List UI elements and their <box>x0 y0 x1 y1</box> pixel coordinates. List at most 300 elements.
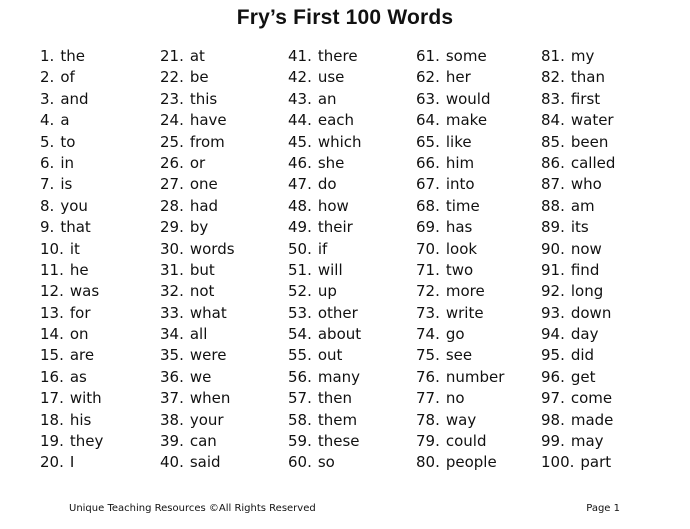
item-word: these <box>317 432 360 451</box>
item-word: am <box>570 196 595 215</box>
item-number: 67. <box>416 175 440 194</box>
item-word: as <box>69 367 87 386</box>
item-word: about <box>317 325 362 344</box>
item-number: 93. <box>541 303 565 322</box>
item-number: 90. <box>541 239 565 258</box>
item-word: made <box>570 410 614 429</box>
list-item <box>416 196 504 217</box>
list-item <box>288 324 362 345</box>
item-word: said <box>189 453 221 472</box>
item-number: 15. <box>40 346 64 365</box>
list-item <box>160 345 235 366</box>
item-number: 86. <box>541 153 565 172</box>
list-item <box>288 431 362 452</box>
list-item <box>40 324 103 345</box>
item-word: has <box>445 218 473 237</box>
item-word: now <box>570 239 602 258</box>
list-item <box>160 367 235 388</box>
item-number: 20. <box>40 453 64 472</box>
item-number: 83. <box>541 89 565 108</box>
list-item <box>541 431 615 452</box>
item-word: are <box>69 346 95 365</box>
list-item <box>541 367 615 388</box>
list-item <box>541 410 615 431</box>
item-word: from <box>189 132 225 151</box>
list-item <box>416 153 504 174</box>
item-word: more <box>445 282 485 301</box>
list-item <box>416 217 504 238</box>
list-item <box>416 367 504 388</box>
item-word: the <box>60 47 85 65</box>
item-word: water <box>570 111 614 130</box>
item-word: on <box>69 325 89 344</box>
item-word: or <box>189 153 206 172</box>
list-item <box>416 410 504 431</box>
item-number: 40. <box>160 453 184 472</box>
list-item <box>416 46 504 67</box>
item-word: their <box>317 218 353 237</box>
item-word: they <box>69 432 104 451</box>
item-word: if <box>317 239 328 258</box>
list-item <box>160 89 235 110</box>
list-item <box>160 260 235 281</box>
item-word: your <box>189 410 224 429</box>
item-number: 88. <box>541 196 565 215</box>
list-item <box>541 239 615 260</box>
item-number: 1. <box>40 47 55 65</box>
word-list <box>0 46 690 476</box>
item-word: find <box>570 260 600 279</box>
item-number: 68. <box>416 196 440 215</box>
list-item <box>40 452 103 473</box>
item-word: all <box>189 325 208 344</box>
list-item <box>288 410 362 431</box>
item-word: down <box>570 303 612 322</box>
list-item <box>160 452 235 473</box>
list-item <box>416 452 504 473</box>
word-column-5 <box>541 46 615 474</box>
list-item <box>288 217 362 238</box>
list-item <box>541 324 615 345</box>
item-word: it <box>69 239 80 258</box>
item-word: we <box>189 367 212 386</box>
item-word: him <box>445 153 475 172</box>
list-item <box>40 388 103 409</box>
list-item <box>40 367 103 388</box>
item-word: been <box>570 132 609 151</box>
item-word: into <box>445 175 475 194</box>
item-number: 19. <box>40 432 64 451</box>
item-number: 32. <box>160 282 184 301</box>
item-number: 56. <box>288 367 312 386</box>
item-word: there <box>317 47 358 65</box>
item-number: 23. <box>160 89 184 108</box>
list-item <box>541 345 615 366</box>
list-item <box>541 174 615 195</box>
list-item <box>288 110 362 131</box>
item-word: my <box>570 47 595 65</box>
item-number: 6. <box>40 153 55 172</box>
list-item <box>288 67 362 88</box>
item-number: 7. <box>40 175 55 194</box>
item-word: out <box>317 346 343 365</box>
item-number: 76. <box>416 367 440 386</box>
item-word: may <box>570 432 604 451</box>
list-item <box>416 67 504 88</box>
page-number: Page 1 <box>586 503 620 514</box>
item-word: she <box>317 153 345 172</box>
list-item <box>288 388 362 409</box>
item-number: 10. <box>40 239 64 258</box>
item-word: first <box>570 89 601 108</box>
item-number: 85. <box>541 132 565 151</box>
item-number: 13. <box>40 303 64 322</box>
item-word: you <box>60 196 88 215</box>
item-word: what <box>189 303 227 322</box>
item-number: 84. <box>541 111 565 130</box>
list-item <box>40 153 103 174</box>
item-number: 47. <box>288 175 312 194</box>
item-number: 80. <box>416 453 440 472</box>
item-number: 70. <box>416 239 440 258</box>
list-item <box>416 388 504 409</box>
item-word: people <box>445 453 497 472</box>
item-number: 34. <box>160 325 184 344</box>
list-item <box>416 303 504 324</box>
item-word: which <box>317 132 362 151</box>
list-item <box>288 260 362 281</box>
item-number: 53. <box>288 303 312 322</box>
list-item <box>40 110 103 131</box>
list-item <box>160 239 235 260</box>
item-number: 72. <box>416 282 440 301</box>
item-word: this <box>189 89 218 108</box>
item-number: 91. <box>541 260 565 279</box>
item-number: 18. <box>40 410 64 429</box>
item-number: 59. <box>288 432 312 451</box>
item-number: 51. <box>288 260 312 279</box>
item-word: write <box>445 303 484 322</box>
item-word: would <box>445 89 491 108</box>
item-number: 8. <box>40 196 55 215</box>
list-item <box>288 89 362 110</box>
item-word: is <box>60 175 73 194</box>
item-number: 54. <box>288 325 312 344</box>
item-number: 61. <box>416 47 440 65</box>
item-number: 24. <box>160 111 184 130</box>
item-number: 43. <box>288 89 312 108</box>
item-word: when <box>189 389 231 408</box>
list-item <box>541 260 615 281</box>
item-word: each <box>317 111 355 130</box>
list-item <box>541 153 615 174</box>
list-item <box>40 260 103 281</box>
list-item <box>40 132 103 153</box>
item-number: 50. <box>288 239 312 258</box>
list-item <box>288 132 362 153</box>
item-word: but <box>189 260 215 279</box>
list-item <box>160 196 235 217</box>
word-column-4 <box>416 46 504 474</box>
item-word: for <box>69 303 91 322</box>
item-number: 38. <box>160 410 184 429</box>
item-word: use <box>317 68 345 87</box>
item-number: 79. <box>416 432 440 451</box>
item-number: 81. <box>541 47 565 65</box>
item-number: 27. <box>160 175 184 194</box>
item-number: 64. <box>416 111 440 130</box>
item-word: at <box>189 47 205 65</box>
list-item <box>288 345 362 366</box>
item-number: 28. <box>160 196 184 215</box>
item-word: many <box>317 367 361 386</box>
item-number: 74. <box>416 325 440 344</box>
item-word: other <box>317 303 358 322</box>
item-word: come <box>570 389 613 408</box>
item-number: 48. <box>288 196 312 215</box>
list-item <box>40 89 103 110</box>
list-item <box>416 239 504 260</box>
item-number: 26. <box>160 153 184 172</box>
item-number: 30. <box>160 239 184 258</box>
list-item <box>160 46 235 67</box>
item-word: his <box>69 410 92 429</box>
item-number: 35. <box>160 346 184 365</box>
item-word: look <box>445 239 478 258</box>
item-number: 89. <box>541 218 565 237</box>
list-item <box>416 132 504 153</box>
list-item <box>40 239 103 260</box>
item-word: with <box>69 389 102 408</box>
item-word: its <box>570 218 589 237</box>
item-word: in <box>60 153 74 172</box>
item-number: 62. <box>416 68 440 87</box>
list-item <box>40 196 103 217</box>
word-column-1 <box>40 46 103 474</box>
list-item <box>40 303 103 324</box>
item-word: like <box>445 132 472 151</box>
list-item <box>40 217 103 238</box>
list-item <box>40 410 103 431</box>
item-number: 3. <box>40 89 55 108</box>
copyright-footer: Unique Teaching Resources ©All Rights Reserved <box>69 503 316 514</box>
list-item <box>541 46 615 67</box>
item-word: than <box>570 68 605 87</box>
item-number: 99. <box>541 432 565 451</box>
list-item <box>160 388 235 409</box>
item-word: make <box>445 111 488 130</box>
list-item <box>416 281 504 302</box>
list-item <box>416 431 504 452</box>
list-item <box>40 174 103 195</box>
item-number: 55. <box>288 346 312 365</box>
item-number: 98. <box>541 410 565 429</box>
item-word: I <box>69 453 75 472</box>
item-number: 69. <box>416 218 440 237</box>
list-item <box>40 281 103 302</box>
item-word: some <box>445 47 487 65</box>
item-number: 100. <box>541 453 575 472</box>
item-number: 42. <box>288 68 312 87</box>
item-word: no <box>445 389 465 408</box>
item-number: 58. <box>288 410 312 429</box>
item-number: 95. <box>541 346 565 365</box>
list-item <box>288 153 362 174</box>
item-number: 25. <box>160 132 184 151</box>
item-word: long <box>570 282 604 301</box>
list-item <box>416 110 504 131</box>
list-item <box>160 303 235 324</box>
item-word: that <box>60 218 91 237</box>
item-word: will <box>317 260 343 279</box>
item-word: them <box>317 410 358 429</box>
item-number: 39. <box>160 432 184 451</box>
item-word: day <box>570 325 599 344</box>
item-number: 46. <box>288 153 312 172</box>
list-item <box>160 132 235 153</box>
list-item <box>160 174 235 195</box>
item-number: 31. <box>160 260 184 279</box>
item-word: words <box>189 239 235 258</box>
list-item <box>416 260 504 281</box>
item-word: number <box>445 367 505 386</box>
item-number: 71. <box>416 260 440 279</box>
list-item <box>288 367 362 388</box>
item-word: so <box>317 453 335 472</box>
item-number: 66. <box>416 153 440 172</box>
item-word: were <box>189 346 227 365</box>
list-item <box>40 431 103 452</box>
page-title: Fry’s First 100 Words <box>236 6 454 29</box>
item-number: 63. <box>416 89 440 108</box>
item-word: up <box>317 282 337 301</box>
item-number: 5. <box>40 132 55 151</box>
list-item <box>541 281 615 302</box>
item-word: of <box>60 68 75 87</box>
item-number: 4. <box>40 111 55 130</box>
item-number: 22. <box>160 68 184 87</box>
item-word: have <box>189 111 227 130</box>
list-item <box>160 324 235 345</box>
item-word: by <box>189 218 209 237</box>
list-item <box>541 452 615 473</box>
item-word: can <box>189 432 217 451</box>
item-word: not <box>189 282 215 301</box>
item-word: her <box>445 68 471 87</box>
item-number: 33. <box>160 303 184 322</box>
item-number: 57. <box>288 389 312 408</box>
list-item <box>288 281 362 302</box>
item-word: one <box>189 175 218 194</box>
item-number: 49. <box>288 218 312 237</box>
item-number: 14. <box>40 325 64 344</box>
item-number: 60. <box>288 453 312 472</box>
list-item <box>541 110 615 131</box>
list-item <box>40 67 103 88</box>
item-word: and <box>60 89 89 108</box>
item-number: 94. <box>541 325 565 344</box>
item-number: 36. <box>160 367 184 386</box>
item-number: 9. <box>40 218 55 237</box>
item-word: time <box>445 196 480 215</box>
item-word: an <box>317 89 337 108</box>
list-item <box>160 431 235 452</box>
list-item <box>288 303 362 324</box>
list-item <box>40 46 103 67</box>
item-number: 41. <box>288 47 312 65</box>
item-number: 82. <box>541 68 565 87</box>
item-word: go <box>445 325 465 344</box>
list-item <box>288 174 362 195</box>
list-item <box>160 410 235 431</box>
list-item <box>416 89 504 110</box>
item-word: do <box>317 175 337 194</box>
word-column-2 <box>160 46 235 474</box>
list-item <box>416 324 504 345</box>
item-number: 16. <box>40 367 64 386</box>
item-word: was <box>69 282 100 301</box>
item-word: had <box>189 196 219 215</box>
list-item <box>541 132 615 153</box>
item-number: 75. <box>416 346 440 365</box>
item-word: a <box>60 111 70 130</box>
item-number: 96. <box>541 367 565 386</box>
item-number: 65. <box>416 132 440 151</box>
list-item <box>541 67 615 88</box>
list-item <box>541 217 615 238</box>
word-column-3 <box>288 46 362 474</box>
list-item <box>541 388 615 409</box>
item-word: way <box>445 410 477 429</box>
list-item <box>288 196 362 217</box>
item-word: part <box>580 453 612 472</box>
list-item <box>416 345 504 366</box>
item-number: 2. <box>40 68 55 87</box>
item-number: 87. <box>541 175 565 194</box>
item-word: who <box>570 175 602 194</box>
item-number: 12. <box>40 282 64 301</box>
item-word: to <box>60 132 76 151</box>
item-number: 52. <box>288 282 312 301</box>
item-number: 73. <box>416 303 440 322</box>
item-word: called <box>570 153 616 172</box>
list-item <box>160 217 235 238</box>
list-item <box>541 89 615 110</box>
item-number: 77. <box>416 389 440 408</box>
list-item <box>160 281 235 302</box>
list-item <box>541 303 615 324</box>
item-number: 29. <box>160 218 184 237</box>
item-word: see <box>445 346 473 365</box>
item-word: then <box>317 389 352 408</box>
list-item <box>288 46 362 67</box>
item-word: could <box>445 432 487 451</box>
item-number: 78. <box>416 410 440 429</box>
list-item <box>288 239 362 260</box>
item-word: be <box>189 68 209 87</box>
list-item <box>160 153 235 174</box>
item-number: 21. <box>160 47 184 65</box>
list-item <box>160 67 235 88</box>
list-item <box>288 452 362 473</box>
item-number: 45. <box>288 132 312 151</box>
item-word: did <box>570 346 595 365</box>
list-item <box>416 174 504 195</box>
item-number: 44. <box>288 111 312 130</box>
list-item <box>40 345 103 366</box>
item-number: 97. <box>541 389 565 408</box>
item-number: 17. <box>40 389 64 408</box>
